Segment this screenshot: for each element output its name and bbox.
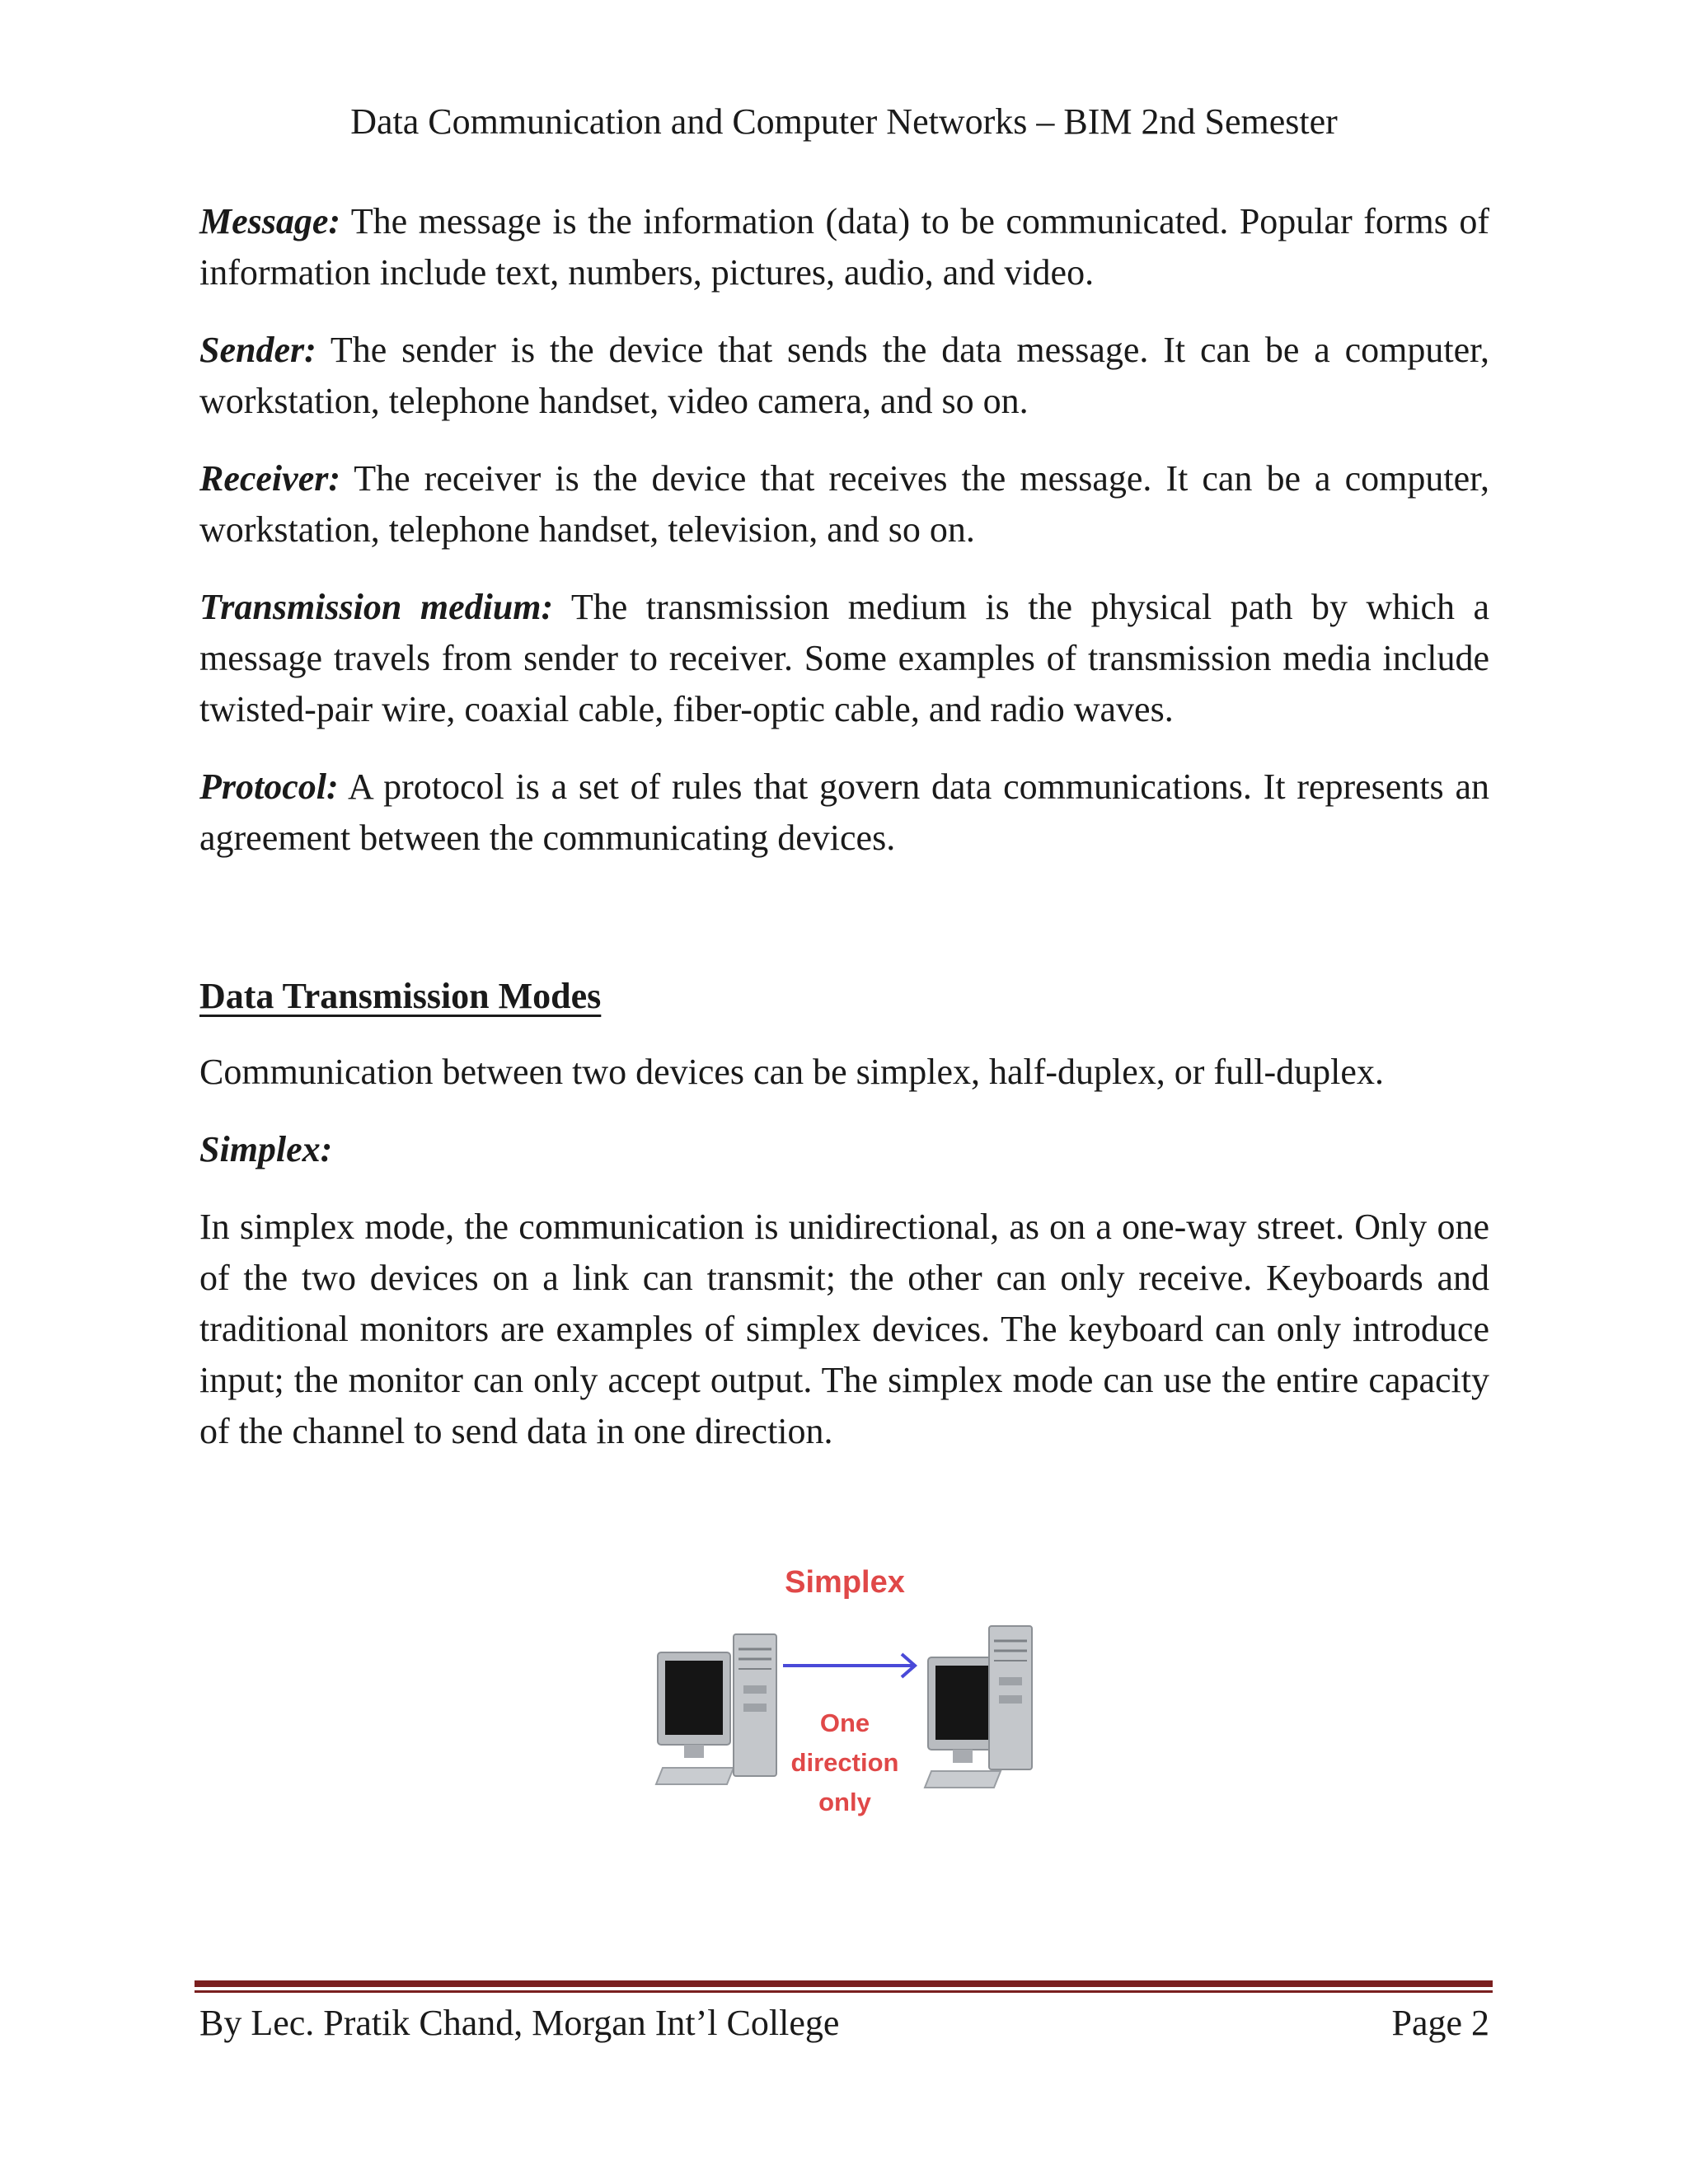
definition-receiver (199, 453, 1489, 555)
definition-message (199, 196, 1489, 298)
page-number: Page 2 (1391, 2003, 1489, 2043)
term-label: Receiver: (199, 458, 340, 499)
footer-divider (195, 1980, 1493, 1987)
section-intro: Communication between two devices can be simplex, half-duplex, or full-duplex. (199, 1052, 1384, 1092)
footer-author: By Lec. Pratik Chand, Morgan Int’l College (199, 2003, 840, 2043)
simplex-description: In simplex mode, the communication is unidirectional, as on a one-way street. Only one of the two devices on a link can transmit; the other can only receive. Keyboards and traditional monitors are examples of simplex devices. The keyboard can only introduce input; the monitor can only accept output. The simplex mode can use the entire capacity of the channel to send data in one direction. (199, 1207, 1489, 1451)
simplex-subheading: Simplex: (199, 1129, 333, 1169)
definition-protocol (199, 762, 1489, 864)
simplex-figure (651, 1562, 1039, 1816)
figure-caption (767, 1704, 923, 1822)
definition-text: A protocol is a set of rules that govern data communications. It represents an agreement between the communicating devices. (199, 766, 1489, 858)
definition-text: The receiver is the device that receives the message. It can be a computer, workstation, telephone handset, television, and so on. (199, 458, 1489, 550)
section-heading: Data Transmission Modes (199, 976, 602, 1016)
term-label: Transmission medium: (199, 587, 554, 627)
term-label: Protocol: (199, 766, 339, 807)
receiver-computer-icon (925, 1626, 1032, 1788)
one-way-arrow-icon (783, 1654, 915, 1677)
definition-text: The sender is the device that sends the data message. It can be a computer, workstation, telephone handset, video camera, and so on. (199, 330, 1489, 421)
figure-title: Simplex (785, 1565, 905, 1600)
term-label: Sender: (199, 330, 316, 370)
footer-divider-thin (195, 1990, 1493, 1993)
page-header: Data Communication and Computer Networks – BIM 2nd Semester (350, 101, 1338, 142)
definition-transmission-medium (199, 582, 1489, 735)
figure-caption-line: One direction (790, 1708, 899, 1777)
document-body (199, 196, 1489, 1483)
term-label: Message: (199, 201, 341, 241)
definition-text: The transmission medium is the physical path by which a message travels from sender to receiver. Some examples of transmission media include twisted-pair wire, coaxial cable, fiber-optic cable, and radio waves. (199, 587, 1489, 729)
figure-caption-line: only (818, 1788, 871, 1816)
definition-text: The message is the information (data) to be communicated. Popular forms of information include text, numbers, pictures, audio, and video. (199, 201, 1489, 293)
sender-computer-icon (656, 1634, 776, 1784)
definition-sender (199, 325, 1489, 427)
